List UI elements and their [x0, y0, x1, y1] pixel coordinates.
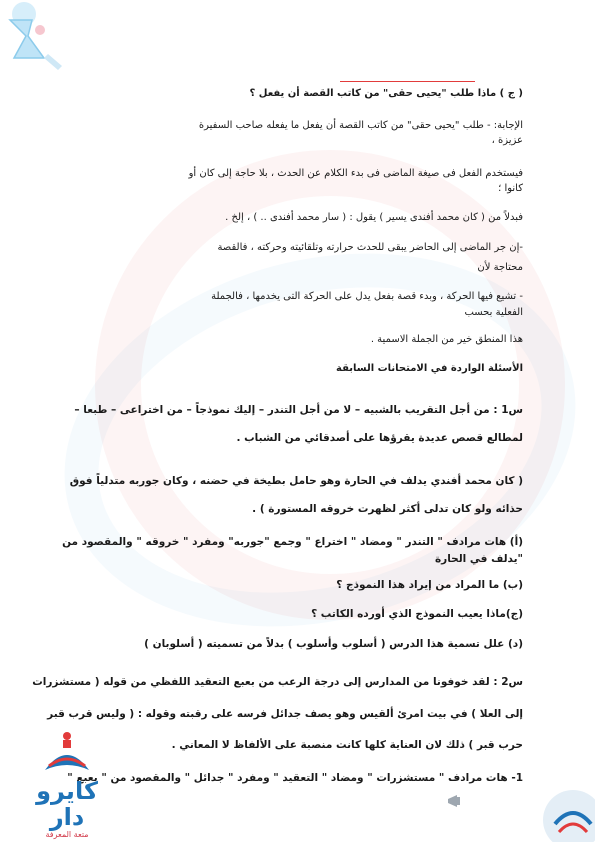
logo-wordmark: كايرو دار — [36, 777, 98, 831]
question-2-sub-1: 1- هات مرادف " مستشزرات " ومضاد " التعقيد " ومفرد " جدائل " والمقصود من " بعبع " — [67, 772, 523, 784]
sub-question-c: (ج)ماذا يعيب النموذج الذي أورده الكاتب ؟ — [311, 608, 523, 620]
question-2-text: حرب قبر ) ذلك لان العناية كلها كانت منصبة على الألفاظ لا المعاني . — [171, 739, 523, 751]
answer-line: - تشيع فيها الحركة ، وبدء قصة بفعل يدل على الحركة التى يخدمها ، فالجملة — [211, 291, 523, 302]
answer-line: الإجابة: - طلب "يحيى حقى" من كاتب القصة أن يفعل ما يفعله صاحب السفيرة — [198, 120, 523, 131]
sub-question-a: "يدلف في الحارة — [434, 553, 523, 565]
megaphone-icon — [445, 790, 467, 812]
question-c-heading: ( ج ) ماذا طلب "يحيى حقى" من كاتب القصة أن يفعل ؟ — [249, 88, 523, 99]
sub-question-b: (ب) ما المراد من إيراد هذا النموذج ؟ — [336, 579, 523, 591]
answer-line: الفعلية بحسب — [464, 307, 523, 318]
question-1-text: لمطالع قصص عديدة يقرؤها على أصدقائي من الشباب . — [236, 432, 523, 444]
answer-line: هذا المنطق خير من الجملة الاسمية . — [370, 334, 523, 345]
accent-underline — [340, 81, 475, 82]
answer-line: فبدلاً من ( كان محمد أفندى يسير ) يقول : ( سار محمد أفندى .. ) ، إلخ . — [225, 212, 523, 223]
answer-line: محتاجة لأن — [477, 262, 523, 273]
sub-question-a: (أ) هات مرادف " التندر " ومضاد " اختراع " وجمع "جوربه" ومفرد " خروقه " والمقصود من — [62, 536, 523, 548]
logo-tagline: متعة المعرفة — [45, 830, 89, 839]
answer-line: فيستخدم الفعل فى صيغة الماضى فى بدء الكلام عن الحدث ، بلا حاجة إلى كان أو — [188, 168, 523, 179]
question-1-text: س1 : من أجل التقريب بالشبيه – لا من أجل التندر – إليك نموذجاً – من اختراعى – طبعا – — [74, 404, 523, 416]
quote-text: حذائه ولو كان تدلى أكثر لظهرت خروقه المستورة ) . — [252, 503, 523, 515]
brand-mark-icon — [525, 772, 595, 842]
answer-line: عزيزة ، — [491, 135, 523, 146]
sub-question-d: (د) علل تسمية هذا الدرس ( أسلوب وأسلوب ) بدلاً من تسميته ( أسلوبان ) — [144, 638, 523, 650]
lab-flask-icon — [0, 0, 80, 80]
question-2-text: س2 : لقد خوفونا من المدارس إلى درجة الرعب من بعبع التعقيد اللفظي من قوله ( مستشزرات — [32, 676, 523, 688]
brand-logo — [22, 730, 112, 840]
question-2-text: إلى العلا ) في بيت امرئ ألقيس وهو يصف جدائل فرسه على رقبته وقوله : ( وليس قرب قبر — [47, 708, 523, 720]
logo-flask-icon — [37, 730, 97, 776]
quote-text: ( كان محمد أفندي يدلف في الحارة وهو حامل بطيخة في حضنه ، وكان جوربه متدلياً فوق — [69, 475, 523, 487]
section-title: الأسئلة الواردة في الامتحانات السابقة — [336, 363, 523, 374]
answer-line: -إن جر الماضى إلى الحاضر يبقى للحدث حرارته وتلقائيته وحركته ، فالقصة — [217, 242, 523, 253]
answer-line: كانوا ؛ — [498, 183, 523, 194]
